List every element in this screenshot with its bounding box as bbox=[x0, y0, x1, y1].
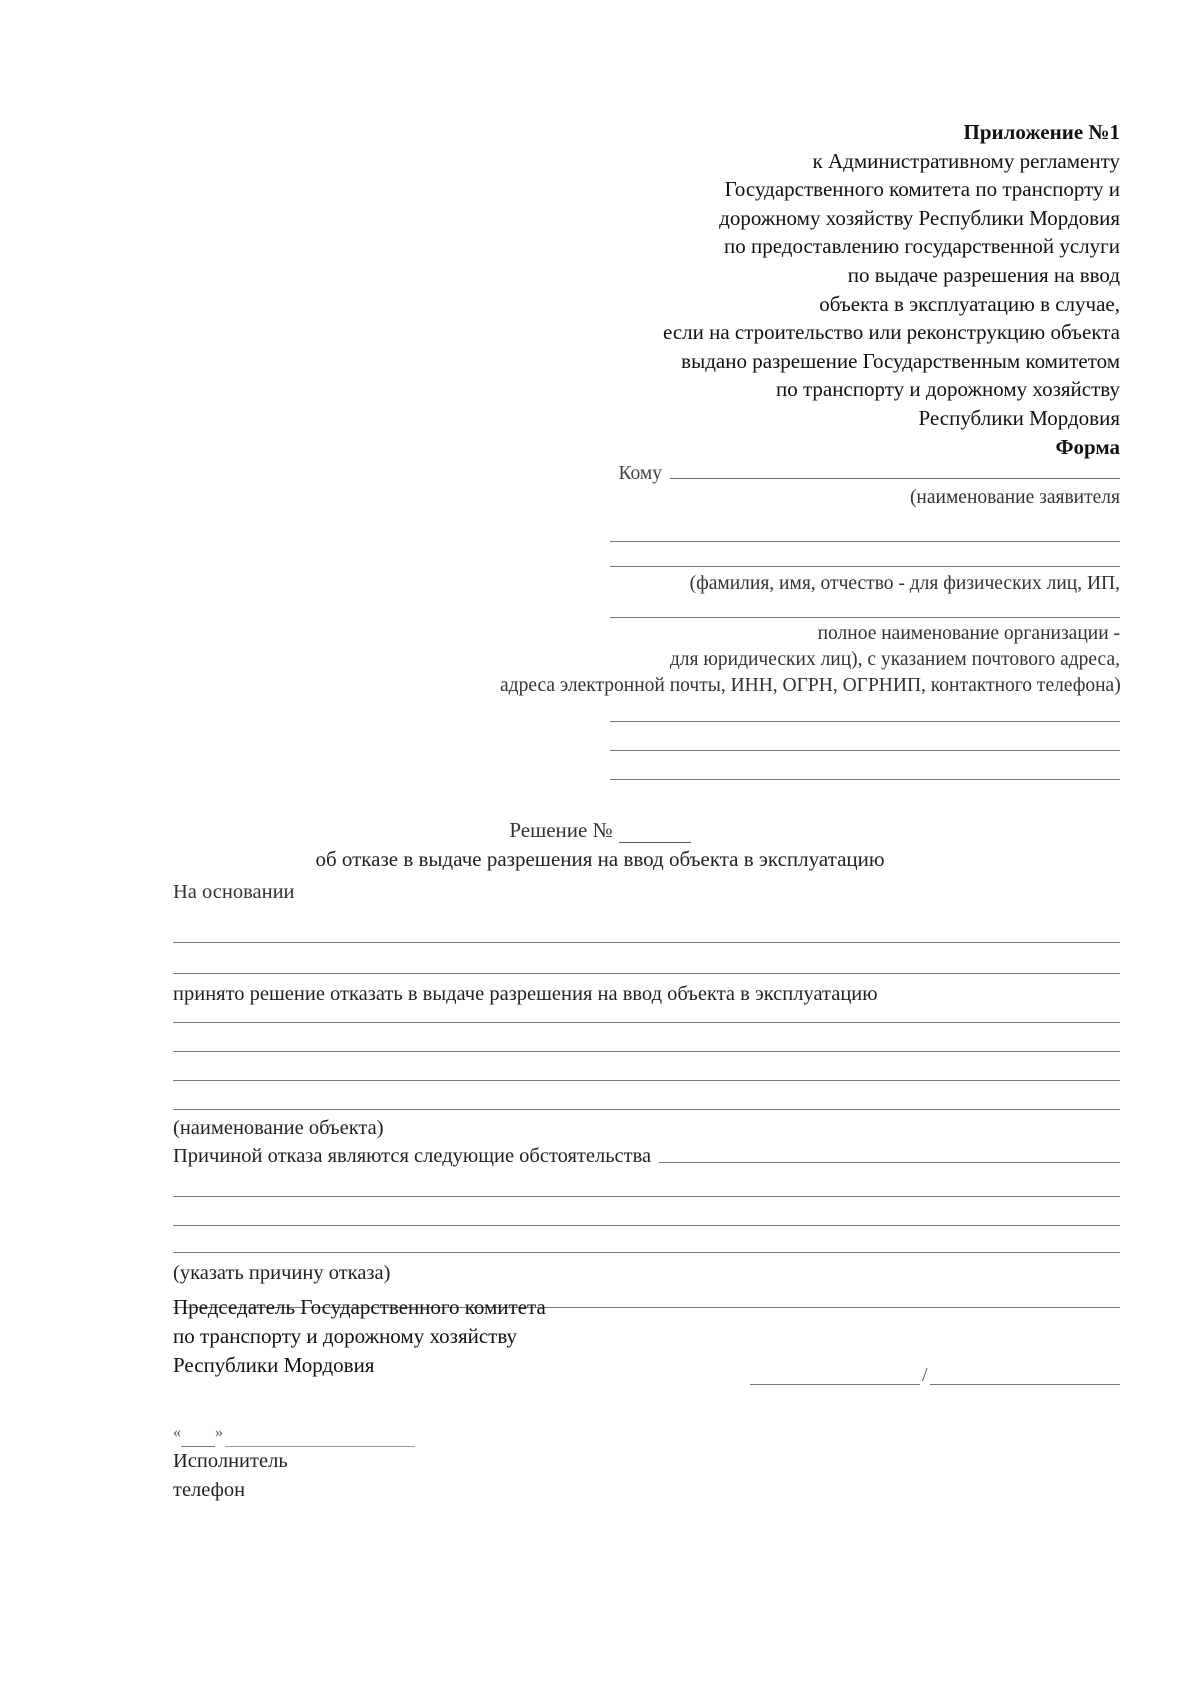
date-close-quote: » bbox=[215, 1424, 223, 1441]
signature-fields bbox=[750, 1365, 1120, 1385]
object-caption: (наименование объекта) bbox=[173, 1117, 384, 1139]
komu-row bbox=[500, 455, 1120, 485]
day-field-line[interactable] bbox=[181, 1434, 215, 1447]
footer-block bbox=[173, 1418, 415, 1505]
annex-title: Приложение №1 bbox=[963, 120, 1120, 144]
annex-line: дорожному хозяйству Республики Мордовия bbox=[719, 205, 1120, 230]
person-caption: (фамилия, имя, отчество - для физических лиц, ИП, bbox=[689, 573, 1120, 594]
applicant-caption: (наименование заявителя bbox=[909, 487, 1120, 508]
reason-row bbox=[173, 1142, 1120, 1170]
decision-body bbox=[173, 878, 1120, 1308]
signature-field-line[interactable] bbox=[750, 1384, 920, 1385]
annex-line: Государственного комитета по транспорту и bbox=[724, 177, 1120, 202]
phone-label: телефон bbox=[173, 1479, 246, 1501]
signatory-block bbox=[173, 1293, 546, 1380]
executor-label: Исполнитель bbox=[173, 1450, 288, 1472]
annex-line: если на строительство или реконструкцию объекта bbox=[662, 320, 1120, 345]
month-year-field-line[interactable] bbox=[225, 1434, 415, 1447]
name-field-line[interactable] bbox=[930, 1384, 1120, 1385]
signatory-line: Председатель Государственного комитета bbox=[173, 1295, 546, 1319]
legal-caption: для юридических лиц), с указанием почтового адреса, bbox=[669, 649, 1120, 670]
reason-caption: (указать причину отказа) bbox=[173, 1262, 391, 1284]
org-caption: полное наименование организации - bbox=[817, 623, 1120, 644]
annex-line: выдано разрешение Государственным комитетом bbox=[681, 348, 1120, 373]
annex-line: по выдаче разрешения на ввод bbox=[847, 262, 1120, 287]
date-row bbox=[173, 1418, 415, 1447]
decision-title: Решение № bbox=[509, 818, 613, 842]
decision-text: принято решение отказать в выдаче разрешения на ввод объекта в эксплуатацию bbox=[173, 983, 878, 1005]
komu-field-line[interactable] bbox=[670, 478, 1120, 479]
contacts-caption: адреса электронной почты, ИНН, ОГРН, ОГРНИП, контактного телефона) bbox=[500, 675, 1121, 696]
reason-label: Причиной отказа являются следующие обстоятельства bbox=[173, 1145, 652, 1167]
signatory-line: Республики Мордовия bbox=[173, 1353, 375, 1377]
komu-label: Кому bbox=[618, 463, 662, 484]
decision-heading bbox=[0, 818, 1200, 872]
signature-slash: / bbox=[922, 1364, 928, 1386]
annex-header bbox=[500, 118, 1120, 461]
decision-number-field[interactable] bbox=[619, 824, 691, 843]
decision-subtitle: об отказе в выдаче разрешения на ввод объекта в эксплуатацию bbox=[315, 847, 885, 871]
applicant-field-line[interactable] bbox=[610, 779, 1120, 780]
addressee-block bbox=[500, 455, 1120, 780]
date-open-quote: « bbox=[173, 1424, 181, 1441]
annex-line: по предоставлению государственной услуги bbox=[724, 234, 1120, 259]
form-label: Форма bbox=[1055, 434, 1120, 459]
signatory-line: по транспорту и дорожному хозяйству bbox=[173, 1324, 518, 1348]
annex-line: к Административному регламенту bbox=[812, 148, 1120, 173]
annex-line: объекта в эксплуатацию в случае, bbox=[819, 291, 1120, 316]
annex-line: по транспорту и дорожному хозяйству bbox=[775, 377, 1120, 402]
annex-line: Республики Мордовия bbox=[918, 405, 1120, 430]
basis-label: На основании bbox=[173, 881, 295, 903]
reason-field-line[interactable] bbox=[659, 1162, 1120, 1163]
